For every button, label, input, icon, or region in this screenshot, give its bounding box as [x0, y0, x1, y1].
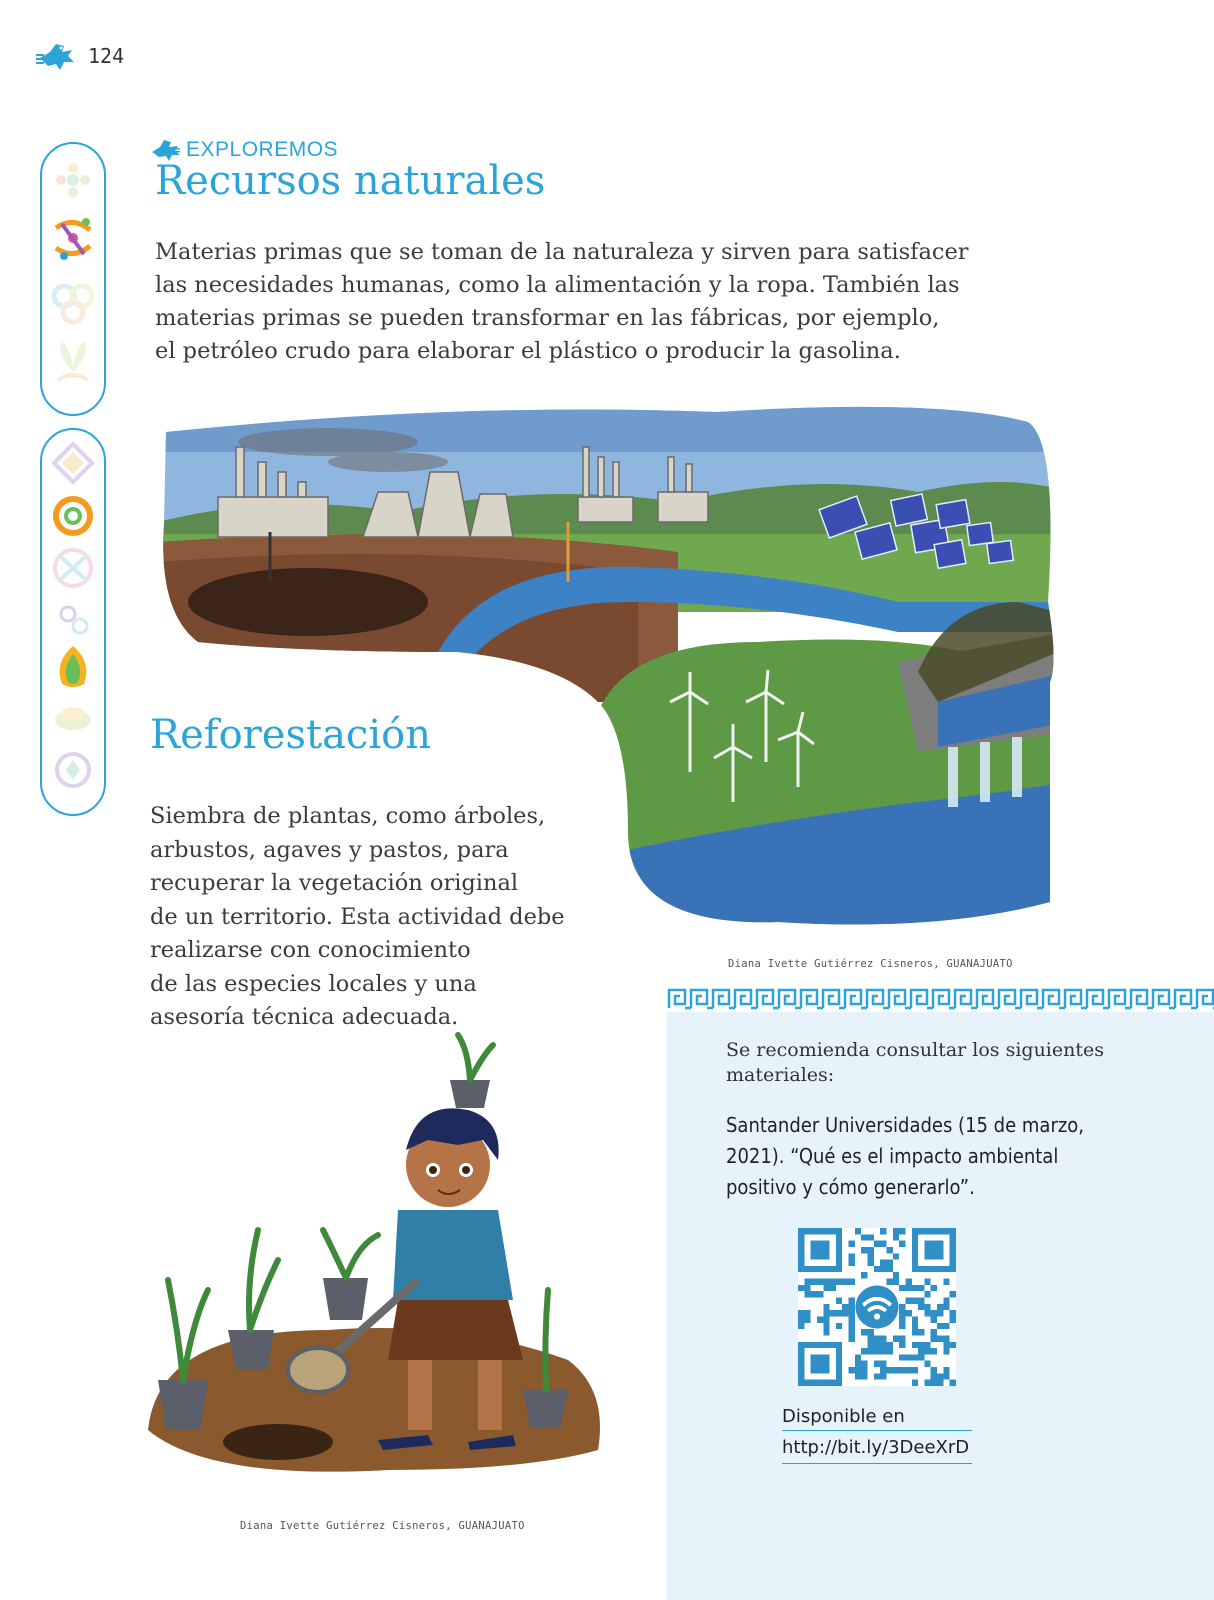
- paragraph-line: recuperar la vegetación original: [150, 870, 519, 896]
- qr-module: [874, 1348, 880, 1354]
- qr-module: [899, 1342, 905, 1348]
- bird-logo-icon: [34, 40, 78, 74]
- qr-module: [874, 1335, 880, 1341]
- qr-module: [861, 1329, 867, 1335]
- qr-module: [880, 1361, 886, 1367]
- qr-module: [849, 1367, 855, 1373]
- qr-module: [912, 1298, 918, 1304]
- qr-module: [880, 1342, 886, 1348]
- qr-module: [943, 1348, 949, 1354]
- qr-module: [924, 1241, 943, 1260]
- qr-module: [912, 1323, 918, 1329]
- resources-intro: [726, 1038, 1126, 1088]
- qr-module: [931, 1316, 937, 1322]
- paragraph-line: materias primas se pueden transformar en las fábricas, por ejemplo,: [155, 305, 940, 331]
- qr-module: [855, 1367, 861, 1373]
- qr-module: [842, 1304, 848, 1310]
- qr-module: [924, 1279, 930, 1285]
- qr-module: [931, 1285, 937, 1291]
- qr-module: [842, 1279, 848, 1285]
- qr-module: [886, 1266, 892, 1272]
- qr-module: [798, 1323, 804, 1329]
- qr-module: [811, 1291, 817, 1297]
- qr-module: [804, 1310, 810, 1316]
- qr-module: [849, 1323, 855, 1329]
- qr-module: [912, 1316, 918, 1322]
- qr-module: [912, 1342, 918, 1348]
- illustration-credit: Diana Ivette Gutiérrez Cisneros, GUANAJUATO: [728, 958, 1013, 970]
- qr-module: [893, 1367, 899, 1373]
- qr-module: [861, 1361, 867, 1367]
- qr-module: [937, 1304, 943, 1310]
- qr-module: [880, 1373, 886, 1379]
- qr-module: [868, 1247, 874, 1253]
- qr-module: [849, 1253, 855, 1259]
- qr-module: [861, 1348, 867, 1354]
- qr-module: [943, 1323, 949, 1329]
- qr-module: [804, 1316, 810, 1322]
- qr-module: [880, 1348, 886, 1354]
- qr-module: [886, 1348, 892, 1354]
- qr-module: [937, 1373, 943, 1379]
- qr-module: [912, 1354, 918, 1360]
- qr-code-icon[interactable]: [798, 1228, 956, 1386]
- qr-module: [899, 1285, 905, 1291]
- qr-module: [811, 1279, 817, 1285]
- qr-module: [912, 1329, 918, 1335]
- qr-module: [899, 1316, 905, 1322]
- reforestation-paragraph: [150, 800, 620, 1035]
- qr-module: [880, 1241, 886, 1247]
- qr-module: [918, 1329, 924, 1335]
- reference-line: Santander Universidades (15 de marzo,: [726, 1113, 1084, 1137]
- resource-reference: [726, 1110, 1086, 1203]
- boy-planting-illustration: [128, 1030, 618, 1500]
- qr-module: [950, 1342, 956, 1348]
- illustration-credit: Diana Ivette Gutiérrez Cisneros, GUANAJUATO: [240, 1520, 525, 1532]
- qr-module: [905, 1279, 911, 1285]
- reference-line: positivo y cómo generarlo”.: [726, 1175, 975, 1199]
- qr-module: [830, 1310, 836, 1316]
- decorative-greek-band: [667, 986, 1214, 1012]
- qr-module: [868, 1329, 874, 1335]
- qr-module: [842, 1310, 848, 1316]
- paragraph-line: de las especies locales y una: [150, 970, 477, 997]
- qr-module: [868, 1342, 874, 1348]
- qr-module: [924, 1348, 930, 1354]
- qr-module: [950, 1380, 956, 1386]
- qr-module: [849, 1335, 855, 1341]
- qr-module: [918, 1342, 924, 1348]
- section-title: Recursos naturales: [155, 158, 546, 204]
- qr-module: [937, 1310, 943, 1316]
- qr-module: [905, 1285, 911, 1291]
- qr-module: [880, 1335, 886, 1341]
- qr-module: [931, 1373, 937, 1379]
- qr-module: [823, 1316, 829, 1322]
- side-nav-top: [40, 142, 106, 416]
- qr-module: [855, 1373, 861, 1379]
- qr-module: [905, 1354, 911, 1360]
- qr-module: [849, 1329, 855, 1335]
- paragraph-line: realizarse con conocimiento: [150, 937, 471, 963]
- qr-module: [899, 1354, 905, 1360]
- qr-module: [849, 1279, 855, 1285]
- qr-module: [886, 1367, 892, 1373]
- qr-module: [893, 1279, 899, 1285]
- qr-module: [811, 1241, 830, 1260]
- qr-module: [804, 1291, 810, 1297]
- qr-module: [880, 1367, 886, 1373]
- qr-module: [886, 1279, 892, 1285]
- qr-module: [893, 1272, 899, 1278]
- qr-module: [823, 1329, 829, 1335]
- qr-module: [918, 1285, 924, 1291]
- qr-module: [905, 1310, 911, 1316]
- qr-module: [804, 1279, 810, 1285]
- qr-module: [943, 1298, 949, 1304]
- paragraph-line: Materias primas que se toman de la naturaleza y sirven para satisfacer: [155, 239, 969, 265]
- qr-module: [912, 1367, 918, 1373]
- qr-module: [798, 1285, 804, 1291]
- qr-module: [874, 1266, 880, 1272]
- qr-module: [950, 1310, 956, 1316]
- qr-module: [874, 1241, 880, 1247]
- qr-module: [943, 1373, 949, 1379]
- paragraph-line: el petróleo crudo para elaborar el plástico o producir la gasolina.: [155, 338, 901, 364]
- qr-module: [912, 1380, 918, 1386]
- qr-module: [905, 1367, 911, 1373]
- qr-module: [861, 1272, 867, 1278]
- qr-module: [937, 1335, 943, 1341]
- qr-module: [886, 1342, 892, 1348]
- qr-module: [836, 1298, 842, 1304]
- qr-module: [918, 1354, 924, 1360]
- page-number: 124: [88, 44, 125, 68]
- qr-module: [937, 1323, 943, 1329]
- qr-module: [899, 1241, 905, 1247]
- qr-module: [924, 1304, 930, 1310]
- paragraph-line: de un territorio. Esta actividad debe: [150, 903, 565, 930]
- qr-module: [836, 1279, 842, 1285]
- qr-module: [893, 1335, 899, 1341]
- qr-module: [899, 1310, 905, 1316]
- divider: [782, 1463, 972, 1464]
- qr-module: [861, 1367, 867, 1373]
- qr-module: [931, 1310, 937, 1316]
- qr-module: [899, 1367, 905, 1373]
- qr-module: [855, 1354, 861, 1360]
- qr-module: [868, 1260, 874, 1266]
- qr-module: [823, 1304, 829, 1310]
- qr-module: [918, 1298, 924, 1304]
- available-label: Disponible en: [782, 1406, 905, 1427]
- qr-module: [886, 1247, 892, 1253]
- wifi-icon: [856, 1286, 899, 1329]
- qr-module: [830, 1279, 836, 1285]
- qr-module: [880, 1260, 886, 1266]
- qr-module: [817, 1279, 823, 1285]
- qr-module: [817, 1316, 823, 1322]
- qr-module: [823, 1310, 829, 1316]
- qr-module: [823, 1285, 829, 1291]
- qr-module: [817, 1291, 823, 1297]
- qr-module: [937, 1380, 943, 1386]
- qr-module: [861, 1373, 867, 1379]
- qr-module: [798, 1316, 804, 1322]
- qr-module: [924, 1310, 930, 1316]
- qr-module: [868, 1253, 874, 1259]
- qr-module: [849, 1298, 855, 1304]
- qr-module: [855, 1228, 861, 1234]
- qr-module: [823, 1279, 829, 1285]
- qr-module: [836, 1310, 842, 1316]
- qr-module: [804, 1285, 810, 1291]
- section-label: EXPLOREMOS: [186, 138, 339, 161]
- qr-module: [874, 1342, 880, 1348]
- qr-module: [918, 1304, 924, 1310]
- qr-module: [899, 1228, 905, 1234]
- qr-module: [811, 1354, 830, 1373]
- qr-module: [861, 1247, 867, 1253]
- qr-module: [924, 1342, 930, 1348]
- qr-module: [880, 1266, 886, 1272]
- qr-module: [849, 1316, 855, 1322]
- qr-module: [950, 1291, 956, 1297]
- qr-module: [931, 1335, 937, 1341]
- qr-module: [943, 1279, 949, 1285]
- qr-module: [943, 1342, 949, 1348]
- qr-module: [931, 1329, 937, 1335]
- qr-module: [924, 1380, 930, 1386]
- qr-module: [823, 1323, 829, 1329]
- qr-module: [874, 1373, 880, 1379]
- intro-line: Se recomienda consultar los siguientes: [726, 1039, 1104, 1061]
- qr-module: [836, 1323, 842, 1329]
- qr-module: [830, 1285, 836, 1291]
- qr-module: [899, 1323, 905, 1329]
- qr-module: [849, 1304, 855, 1310]
- paragraph-line: Siembra de plantas, como árboles,: [150, 803, 546, 829]
- qr-module: [849, 1310, 855, 1316]
- qr-module: [893, 1228, 899, 1234]
- paragraph-line: asesoría técnica adecuada.: [150, 1004, 459, 1030]
- qr-module: [931, 1380, 937, 1386]
- qr-module: [861, 1234, 867, 1240]
- qr-module: [849, 1241, 855, 1247]
- intro-line: materiales:: [726, 1064, 835, 1086]
- reference-line: 2021). “Qué es el impacto ambiental: [726, 1144, 1059, 1168]
- qr-module: [943, 1367, 949, 1373]
- section-paragraph: [155, 236, 1055, 368]
- resource-link[interactable]: http://bit.ly/3DeeXrD: [782, 1437, 970, 1458]
- divider: [782, 1430, 972, 1431]
- campo-icons-top: [42, 144, 104, 414]
- qr-module: [893, 1234, 899, 1240]
- qr-module: [880, 1228, 886, 1234]
- qr-module: [899, 1335, 905, 1341]
- qr-module: [855, 1361, 861, 1367]
- reforestation-title: Reforestación: [150, 712, 431, 758]
- qr-module: [886, 1260, 892, 1266]
- qr-module: [798, 1310, 804, 1316]
- qr-module: [924, 1361, 930, 1367]
- qr-module: [943, 1304, 949, 1310]
- qr-module: [899, 1304, 905, 1310]
- qr-module: [918, 1348, 924, 1354]
- qr-module: [868, 1348, 874, 1354]
- campo-icons-bottom: [42, 430, 104, 814]
- qr-module: [868, 1234, 874, 1240]
- paragraph-line: las necesidades humanas, como la alimentación y la ropa. También las: [155, 272, 960, 298]
- qr-module: [912, 1285, 918, 1291]
- qr-module: [874, 1361, 880, 1367]
- side-nav-bottom: [40, 428, 106, 816]
- qr-module: [931, 1367, 937, 1373]
- qr-module: [943, 1335, 949, 1341]
- qr-module: [868, 1335, 874, 1341]
- qr-module: [893, 1253, 899, 1259]
- qr-module: [905, 1298, 911, 1304]
- paragraph-line: arbustos, agaves y pastos, para: [150, 836, 509, 863]
- qr-module: [849, 1260, 855, 1266]
- qr-module: [950, 1316, 956, 1322]
- qr-module: [924, 1291, 930, 1297]
- qr-module: [931, 1348, 937, 1354]
